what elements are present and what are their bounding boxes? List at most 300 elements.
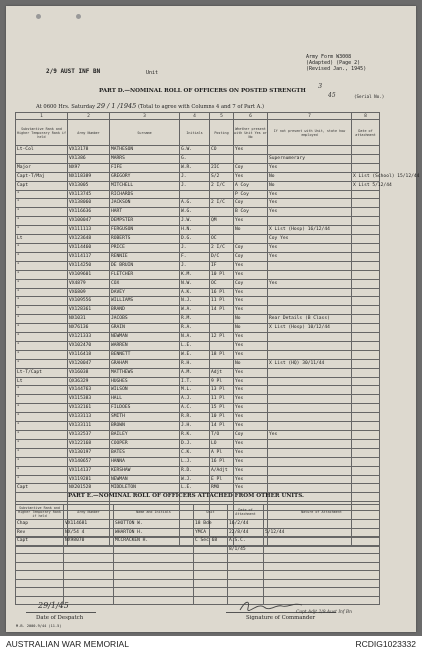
table-cell bbox=[268, 439, 352, 448]
table-cell bbox=[268, 270, 352, 279]
table-cell: BRAND bbox=[110, 306, 180, 315]
table-cell: J. bbox=[180, 172, 210, 181]
table-cell: 2 I/C bbox=[210, 243, 234, 252]
col-num-8: 8 bbox=[352, 113, 380, 120]
table-row bbox=[16, 190, 380, 199]
table-cell: GRAHAM bbox=[110, 359, 180, 368]
table-cell: Yes bbox=[234, 386, 268, 395]
table-cell: Yes bbox=[234, 261, 268, 270]
e-head-date-attachment: Date of Attachment bbox=[228, 505, 264, 520]
table-cell: J. bbox=[180, 261, 210, 270]
table-row bbox=[16, 439, 380, 448]
table-cell: Yes bbox=[234, 288, 268, 297]
table-cell bbox=[16, 154, 68, 163]
table-cell bbox=[114, 545, 194, 554]
despatch-date: 29/1/45 bbox=[38, 601, 69, 610]
table-cell: R.A. bbox=[180, 324, 210, 333]
table-cell bbox=[114, 588, 194, 597]
table-cell: C.K. bbox=[180, 448, 210, 457]
table-cell: VX115383 bbox=[68, 395, 110, 404]
table-row bbox=[16, 422, 380, 431]
table-cell: SHOTTON W. bbox=[114, 520, 194, 529]
table-cell bbox=[234, 235, 268, 244]
unit-name: 2/9 AUST INF BN bbox=[46, 68, 101, 75]
table-cell bbox=[114, 579, 194, 588]
table-cell: VX133111 bbox=[68, 422, 110, 431]
table-cell: W.R. bbox=[180, 163, 210, 172]
table-cell: VX128361 bbox=[68, 306, 110, 315]
part-d-title: PART D.—NOMINAL ROLL OF OFFICERS ON POSTED STRENGTH bbox=[99, 88, 306, 94]
col-head-surname: Surname bbox=[110, 120, 180, 146]
table-row bbox=[16, 413, 380, 422]
table-cell: J. bbox=[180, 181, 210, 190]
table-cell: VX114117 bbox=[68, 252, 110, 261]
table-row bbox=[16, 431, 380, 440]
table-cell bbox=[268, 448, 352, 457]
table-cell bbox=[264, 588, 380, 597]
table-cell bbox=[352, 333, 380, 342]
table-cell: Coy bbox=[234, 431, 268, 440]
table-cell: 9 Pl bbox=[210, 377, 234, 386]
unit-label: Unit bbox=[146, 70, 159, 76]
table-cell: Yes bbox=[234, 368, 268, 377]
table-cell: " bbox=[16, 279, 68, 288]
table-cell: R.H. bbox=[180, 359, 210, 368]
table-cell: VX132161 bbox=[68, 404, 110, 413]
document-sheet bbox=[6, 6, 420, 632]
table-cell: PRICE bbox=[110, 243, 180, 252]
table-row bbox=[16, 368, 380, 377]
table-row bbox=[16, 146, 380, 155]
table-cell: VX138060 bbox=[68, 199, 110, 208]
table-cell: OC bbox=[210, 279, 234, 288]
table-cell: F. bbox=[180, 252, 210, 261]
part-e-title: PART E.—NOMINAL ROLL OF OFFICERS ATTACHED FROM OTHER UNITS. bbox=[68, 493, 305, 499]
table-cell: OC bbox=[210, 235, 234, 244]
table-cell: E Pl bbox=[210, 475, 234, 484]
table-cell: HUGHES bbox=[110, 377, 180, 386]
table-cell: A.S.C. bbox=[228, 537, 264, 546]
table-cell: VX116418 bbox=[68, 350, 110, 359]
table-cell bbox=[64, 562, 114, 571]
table-cell: D/C bbox=[210, 252, 234, 261]
table-cell: S/2 bbox=[210, 172, 234, 181]
table-cell: VX111113 bbox=[68, 226, 110, 235]
table-cell: Yes bbox=[234, 350, 268, 359]
table-cell: 18 Bde bbox=[194, 520, 228, 529]
table-cell: VX116636 bbox=[68, 208, 110, 217]
table-cell bbox=[352, 377, 380, 386]
table-cell bbox=[210, 324, 234, 333]
table-cell bbox=[352, 404, 380, 413]
table-cell: Yes bbox=[234, 172, 268, 181]
table-cell: 12 Pl bbox=[210, 333, 234, 342]
table-cell: MIDDLETON bbox=[110, 484, 180, 493]
table-cell bbox=[64, 554, 114, 563]
table-cell bbox=[264, 537, 380, 546]
table-cell bbox=[268, 413, 352, 422]
table-row bbox=[16, 306, 380, 315]
table-cell: Yes bbox=[234, 413, 268, 422]
table-row bbox=[16, 579, 380, 588]
table-cell: No bbox=[234, 359, 268, 368]
table-cell: VX102470 bbox=[68, 341, 110, 350]
table-cell bbox=[352, 154, 380, 163]
table-cell bbox=[352, 359, 380, 368]
table-cell bbox=[264, 579, 380, 588]
table-row bbox=[16, 163, 380, 172]
table-row bbox=[16, 562, 380, 571]
table-cell: " bbox=[16, 386, 68, 395]
table-cell: VX122168 bbox=[68, 439, 110, 448]
table-cell bbox=[210, 341, 234, 350]
table-row bbox=[16, 217, 380, 226]
table-cell: Capt-T/Maj bbox=[16, 172, 68, 181]
table-cell: J. bbox=[180, 243, 210, 252]
e-head-army-number: Army Number bbox=[64, 505, 114, 520]
table-cell: A/Adjt bbox=[210, 466, 234, 475]
col-num-6: 6 bbox=[234, 113, 268, 120]
table-cell bbox=[352, 439, 380, 448]
table-cell bbox=[264, 554, 380, 563]
table-cell bbox=[16, 545, 64, 554]
table-row bbox=[16, 199, 380, 208]
table-cell: Coy bbox=[234, 252, 268, 261]
table-cell bbox=[352, 288, 380, 297]
table-cell bbox=[268, 333, 352, 342]
table-cell: A.C. bbox=[180, 404, 210, 413]
table-cell: D.G. bbox=[180, 235, 210, 244]
table-row bbox=[16, 484, 380, 493]
table-cell: " bbox=[16, 199, 68, 208]
serial-label: (Serial No.) bbox=[354, 94, 385, 99]
table-cell bbox=[352, 315, 380, 324]
table-cell bbox=[352, 466, 380, 475]
commander-title: Capt Adjt 2/9 Aust Inf Bn bbox=[296, 610, 352, 615]
table-cell bbox=[268, 422, 352, 431]
col-head-if-not-present: If not present with Unit, state how employed bbox=[268, 120, 352, 146]
table-cell: Coy bbox=[234, 243, 268, 252]
table-cell: 16/2/44 bbox=[228, 520, 264, 529]
table-cell: LO bbox=[210, 439, 234, 448]
table-cell bbox=[352, 235, 380, 244]
table-cell: Yes bbox=[234, 395, 268, 404]
table-cell: " bbox=[16, 243, 68, 252]
table-cell: Yes bbox=[268, 199, 352, 208]
table-cell: VX1386 bbox=[68, 154, 110, 163]
table-cell: " bbox=[16, 395, 68, 404]
table-cell: COX bbox=[110, 279, 180, 288]
table-cell: Coy bbox=[234, 279, 268, 288]
table-cell bbox=[268, 217, 352, 226]
table-cell bbox=[264, 562, 380, 571]
table-cell: R.M. bbox=[180, 315, 210, 324]
table-cell: W.J. bbox=[180, 475, 210, 484]
table-cell: Yes bbox=[268, 431, 352, 440]
table-cell: VX140657 bbox=[68, 457, 110, 466]
table-cell bbox=[16, 579, 64, 588]
table-cell: Yes bbox=[234, 341, 268, 350]
table-cell: " bbox=[16, 341, 68, 350]
e-head-nature-attachment: Nature of Attachment bbox=[264, 505, 380, 520]
table-cell: Major bbox=[16, 163, 68, 172]
table-cell: NX98070 bbox=[64, 537, 114, 546]
col-num-1: 1 bbox=[16, 113, 68, 120]
table-cell: WILLIAMS bbox=[110, 297, 180, 306]
table-cell: W.G. bbox=[180, 208, 210, 217]
table-row bbox=[16, 395, 380, 404]
table-cell bbox=[352, 279, 380, 288]
table-cell: SMITH bbox=[110, 413, 180, 422]
table-cell: Yes bbox=[234, 377, 268, 386]
table-cell bbox=[352, 190, 380, 199]
table-cell: Yes bbox=[268, 208, 352, 217]
table-cell: A.K. bbox=[180, 288, 210, 297]
table-cell: " bbox=[16, 431, 68, 440]
table-cell bbox=[268, 350, 352, 359]
table-cell: " bbox=[16, 217, 68, 226]
table-cell: YMCA bbox=[194, 528, 228, 537]
table-cell: No bbox=[234, 315, 268, 324]
table-cell: Yes bbox=[234, 448, 268, 457]
table-cell: BATES bbox=[110, 448, 180, 457]
table-cell: RICHARDS bbox=[110, 190, 180, 199]
commander-label: Signature of Commander bbox=[246, 615, 316, 621]
table-cell: D.J. bbox=[180, 439, 210, 448]
table-cell: Lt-Col bbox=[16, 146, 68, 155]
table-cell: BROWN bbox=[110, 422, 180, 431]
table-cell: J.H. bbox=[180, 422, 210, 431]
table-cell: Chap bbox=[16, 520, 64, 529]
table-row bbox=[16, 537, 380, 546]
table-cell: NX97 bbox=[68, 163, 110, 172]
table-cell: " bbox=[16, 359, 68, 368]
table-cell: " bbox=[16, 315, 68, 324]
e-head-name: Name and Initials bbox=[114, 505, 194, 520]
table-cell: " bbox=[16, 413, 68, 422]
table-cell: " bbox=[16, 306, 68, 315]
table-cell: IF bbox=[210, 261, 234, 270]
table-cell: DEMPSTER bbox=[110, 217, 180, 226]
table-cell: DE BRUIN bbox=[110, 261, 180, 270]
table-cell: P Coy bbox=[234, 190, 268, 199]
col-num-4: 4 bbox=[180, 113, 210, 120]
table-cell: Supernumerary bbox=[268, 154, 352, 163]
table-row bbox=[16, 235, 380, 244]
table-cell: Yes bbox=[234, 217, 268, 226]
table-cell bbox=[64, 596, 114, 605]
table-cell bbox=[268, 404, 352, 413]
table-cell bbox=[352, 217, 380, 226]
as-at-line: At 0600 Hrs. Saturday 29 / 1 /1945 (Total to agree with Columns 4 and 7 of Part A.) bbox=[36, 102, 264, 110]
table-cell bbox=[210, 190, 234, 199]
table-cell: FILDOES bbox=[110, 404, 180, 413]
table-cell: Rear Details (B Class) bbox=[268, 315, 352, 324]
table-cell: B Coy bbox=[234, 208, 268, 217]
col-num-5: 5 bbox=[210, 113, 234, 120]
table-cell bbox=[264, 571, 380, 580]
table-cell: Yes bbox=[234, 306, 268, 315]
table-cell: R.K. bbox=[180, 431, 210, 440]
table-cell: VX16038 bbox=[68, 368, 110, 377]
table-cell: 16 Pl bbox=[210, 288, 234, 297]
table-cell: MITCHELL bbox=[110, 181, 180, 190]
table-cell: " bbox=[16, 261, 68, 270]
table-cell bbox=[210, 359, 234, 368]
table-cell: " bbox=[16, 466, 68, 475]
table-row bbox=[16, 545, 380, 554]
serial-fraction: 3 bbox=[318, 82, 323, 90]
table-row bbox=[16, 297, 380, 306]
table-row bbox=[16, 457, 380, 466]
table-cell: 10 Pl bbox=[210, 270, 234, 279]
table-cell: M.L. bbox=[180, 386, 210, 395]
table-cell bbox=[194, 588, 228, 597]
table-cell: N.W. bbox=[180, 279, 210, 288]
table-cell: Yes bbox=[234, 457, 268, 466]
table-cell: 14 Pl bbox=[210, 306, 234, 315]
table-cell bbox=[180, 190, 210, 199]
table-cell bbox=[194, 596, 228, 605]
table-cell: L.E. bbox=[180, 484, 210, 493]
table-cell bbox=[64, 579, 114, 588]
table-cell bbox=[268, 466, 352, 475]
table-cell: No bbox=[234, 324, 268, 333]
table-cell: 8/1/45 bbox=[228, 545, 264, 554]
table-cell: 2 I/C bbox=[210, 181, 234, 190]
table-cell bbox=[228, 562, 264, 571]
table-row bbox=[16, 288, 380, 297]
table-row bbox=[16, 324, 380, 333]
table-cell: 22/8/44 bbox=[228, 528, 264, 537]
table-cell: 10 Pl bbox=[210, 413, 234, 422]
table-row bbox=[16, 172, 380, 181]
table-cell: FLETCHER bbox=[110, 270, 180, 279]
table-cell: N.J. bbox=[180, 297, 210, 306]
table-cell: Yes bbox=[234, 297, 268, 306]
table-cell: NX76136 bbox=[68, 324, 110, 333]
table-cell: QX36329 bbox=[68, 377, 110, 386]
table-cell bbox=[64, 588, 114, 597]
table-cell: NEWMAN bbox=[110, 475, 180, 484]
table-cell: Lt bbox=[16, 235, 68, 244]
table-cell: Lt bbox=[16, 377, 68, 386]
table-cell: 18 Pl bbox=[210, 350, 234, 359]
col-head-posting: Posting bbox=[210, 120, 234, 146]
table-cell: W.E. bbox=[180, 350, 210, 359]
archive-id: RCDIG1023332 bbox=[355, 639, 416, 649]
table-cell: HANNA bbox=[110, 457, 180, 466]
table-cell bbox=[194, 579, 228, 588]
table-cell bbox=[114, 554, 194, 563]
table-cell: 2IC bbox=[210, 163, 234, 172]
table-cell: No bbox=[234, 226, 268, 235]
table-row bbox=[16, 386, 380, 395]
table-cell: JACOBS bbox=[110, 315, 180, 324]
table-cell: X List (Hosp) 10/12/44 bbox=[268, 324, 352, 333]
table-cell: Yes bbox=[268, 163, 352, 172]
table-cell: Yes bbox=[268, 279, 352, 288]
table-cell bbox=[352, 270, 380, 279]
table-cell: Yes bbox=[268, 252, 352, 261]
table-cell: Yes bbox=[234, 466, 268, 475]
table-cell: " bbox=[16, 226, 68, 235]
serial-number: 45 bbox=[328, 92, 336, 99]
table-cell: Capt bbox=[16, 181, 68, 190]
table-cell bbox=[114, 571, 194, 580]
table-cell: 2 I/C bbox=[210, 199, 234, 208]
table-cell: Coy bbox=[234, 199, 268, 208]
table-cell: VX4879 bbox=[68, 279, 110, 288]
table-row bbox=[16, 588, 380, 597]
table-cell: K.M. bbox=[180, 270, 210, 279]
table-cell bbox=[16, 562, 64, 571]
table-row bbox=[16, 571, 380, 580]
table-cell bbox=[352, 243, 380, 252]
table-row bbox=[16, 350, 380, 359]
table-row bbox=[16, 554, 380, 563]
table-cell: L.J. bbox=[180, 457, 210, 466]
table-cell bbox=[16, 588, 64, 597]
table-cell bbox=[228, 554, 264, 563]
table-cell bbox=[268, 475, 352, 484]
table-cell bbox=[268, 377, 352, 386]
table-row bbox=[16, 359, 380, 368]
table-cell: MATHESON bbox=[110, 146, 180, 155]
table-cell: MCCRACKEN H. bbox=[114, 537, 194, 546]
table-cell: " bbox=[16, 404, 68, 413]
table-cell: Capt bbox=[16, 484, 68, 493]
table-cell bbox=[264, 520, 380, 529]
table-cell: VX100047 bbox=[68, 217, 110, 226]
table-cell bbox=[194, 562, 228, 571]
table-row bbox=[16, 226, 380, 235]
table-cell: WILSON bbox=[110, 386, 180, 395]
table-cell bbox=[228, 571, 264, 580]
table-row bbox=[16, 404, 380, 413]
table-cell bbox=[268, 395, 352, 404]
table-cell bbox=[352, 163, 380, 172]
despatch-label: Date of Despatch bbox=[36, 615, 84, 621]
table-cell: NEWMAN bbox=[110, 333, 180, 342]
table-row bbox=[16, 208, 380, 217]
table-cell bbox=[194, 571, 228, 580]
table-cell: Lt-T/Capt bbox=[16, 368, 68, 377]
table-cell: VX109556 bbox=[68, 297, 110, 306]
table-cell: Yes bbox=[234, 270, 268, 279]
table-cell: T/O bbox=[210, 431, 234, 440]
table-cell bbox=[268, 261, 352, 270]
table-cell bbox=[210, 208, 234, 217]
table-cell: N.A. bbox=[180, 333, 210, 342]
table-cell: MARRS bbox=[110, 154, 180, 163]
table-cell: A.G. bbox=[180, 199, 210, 208]
table-cell: NX1031 bbox=[68, 315, 110, 324]
table-cell bbox=[352, 475, 380, 484]
table-cell: Yes bbox=[268, 190, 352, 199]
table-cell: NX201528 bbox=[68, 484, 110, 493]
table-cell: Coy bbox=[234, 163, 268, 172]
table-cell: VX109601 bbox=[68, 270, 110, 279]
table-cell: " bbox=[16, 350, 68, 359]
archive-name: AUSTRALIAN WAR MEMORIAL bbox=[6, 639, 129, 649]
table-cell: BAILEY bbox=[110, 431, 180, 440]
table-cell: X List (Hosp) 16/12/44 bbox=[268, 226, 352, 235]
table-cell: R.R. bbox=[180, 413, 210, 422]
table-cell bbox=[352, 431, 380, 440]
table-cell: G.W. bbox=[180, 146, 210, 155]
table-cell: VX121333 bbox=[68, 333, 110, 342]
